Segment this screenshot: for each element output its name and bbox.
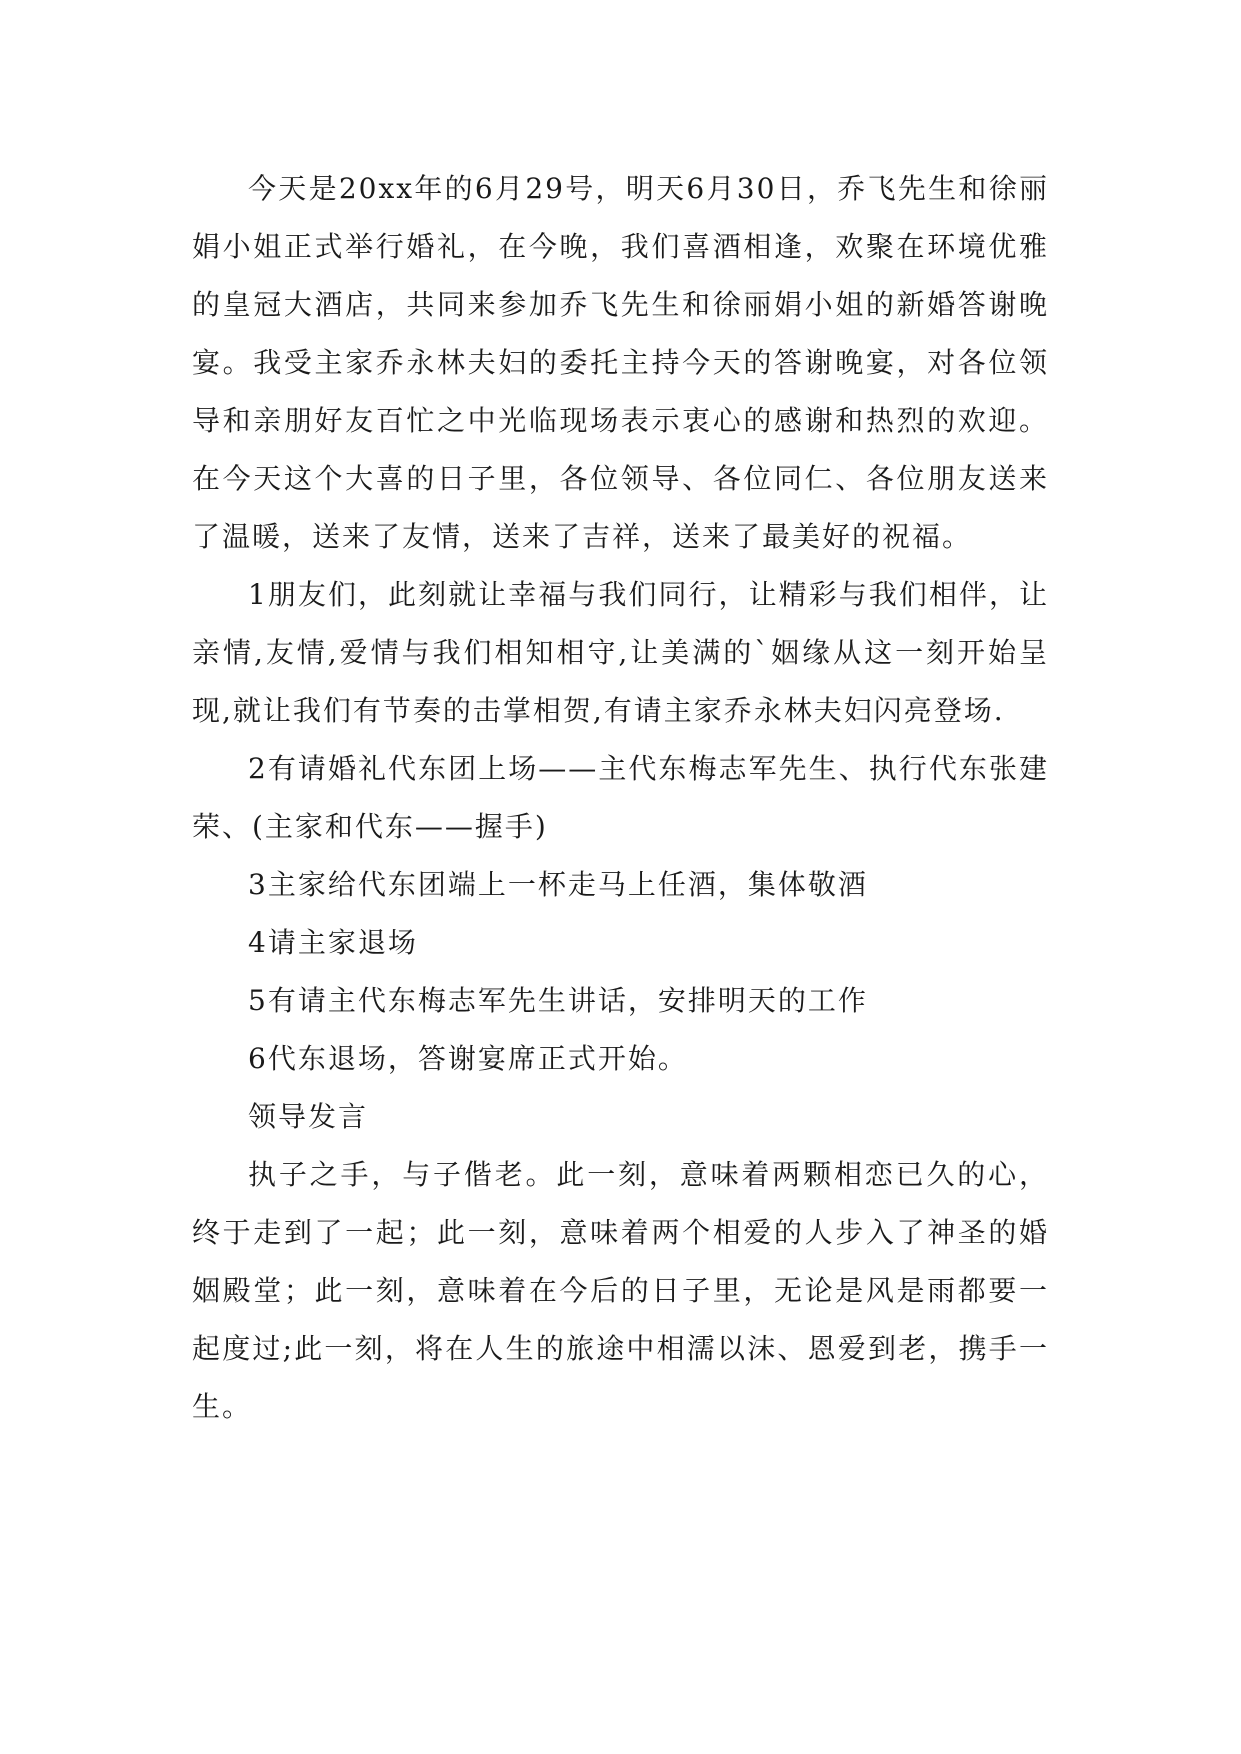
paragraph-step-1: 1朋友们，此刻就让幸福与我们同行，让精彩与我们相伴，让亲情,友情,爱情与我们相知相守,让美满的`姻缘从这一刻开始呈现,就让我们有节奏的击掌相贺,有请主家乔永林夫妇闪亮登场. [192,578,1049,727]
paragraph-step-5: 5有请主代东梅志军先生讲话，安排明天的工作 [248,984,868,1017]
paragraph-step-2: 2有请婚礼代东团上场——主代东梅志军先生、执行代东张建荣、(主家和代东——握手) [192,752,1049,843]
paragraph-closing: 执子之手，与子偕老。此一刻，意味着两颗相恋已久的心，终于走到了一起；此一刻，意味着两个相爱的人步入了神圣的婚姻殿堂；此一刻，意味着在今后的日子里，无论是风是雨都要一起度过;此一刻，将在人生的旅途中相濡以沫、恩爱到老，携手一生。 [192,1158,1049,1423]
paragraph-intro: 今天是20xx年的6月29号，明天6月30日，乔飞先生和徐丽娟小姐正式举行婚礼，在今晚，我们喜酒相逢，欢聚在环境优雅的皇冠大酒店，共同来参加乔飞先生和徐丽娟小姐的新婚答谢晚宴。我受主家乔永林夫妇的委托主持今天的答谢晚宴，对各位领导和亲朋好友百忙之中光临现场表示衷心的感谢和热烈的欢迎。在今天这个大喜的日子里，各位领导、各位同仁、各位朋友送来了温暖，送来了友情，送来了吉祥，送来了最美好的祝福。 [192,172,1049,553]
paragraph-step-4: 4请主家退场 [248,926,418,959]
paragraph-step-6: 6代东退场，答谢宴席正式开始。 [248,1042,688,1075]
document-page [192,160,1049,1436]
paragraph-step-3: 3主家给代东团端上一杯走马上任酒，集体敬酒 [248,868,868,901]
section-heading-leader-speech: 领导发言 [248,1100,369,1133]
